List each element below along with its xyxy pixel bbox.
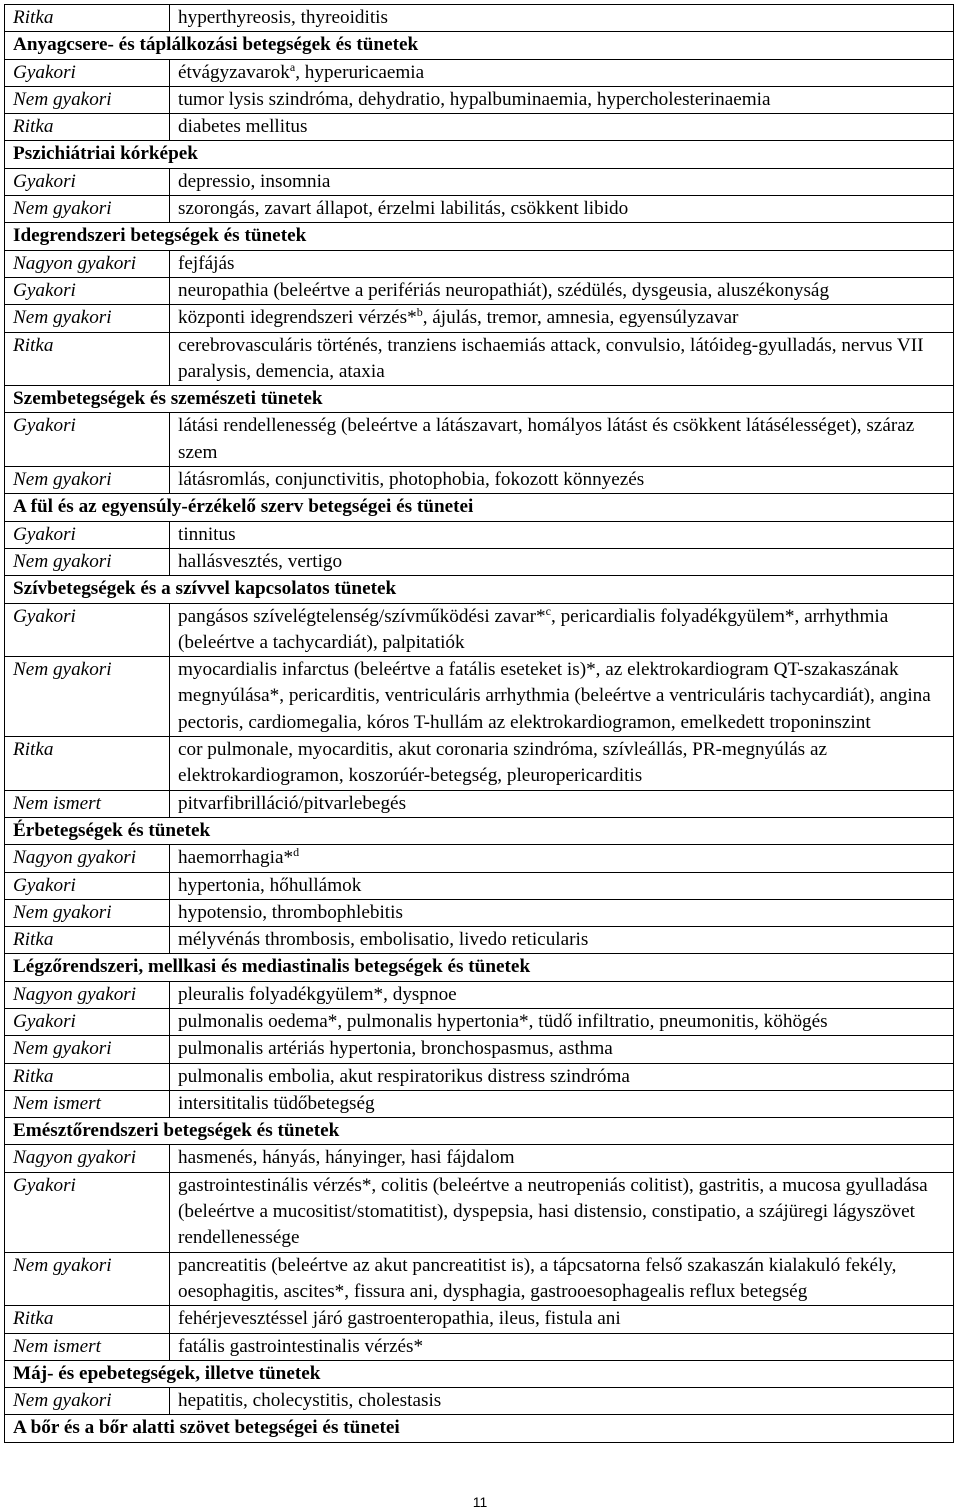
terms-cell: myocardialis infarctus (beleértve a fatális eseteket is)*, az elektrokardiogram QT-szakaszának megnyúlása*, pericarditis, ventriculáris arrhythmia (beleértve a ventriculáris tachycardiát), angina pectoris, cardiomegalia, kóros T-hullám az elektrokardiogramon, emelkedett troponinszint <box>170 657 954 737</box>
section-row <box>5 32 954 59</box>
table-row <box>5 845 954 872</box>
table-row <box>5 168 954 195</box>
frequency-cell: Nem gyakori <box>5 86 170 113</box>
terms-text: haemorrhagia* <box>178 847 294 869</box>
terms-cell: látási rendellenesség (beleértve a látászavart, homályos látást és csökkent látásélességet), száraz szem <box>170 413 954 467</box>
table-row <box>5 981 954 1008</box>
terms-cell: szorongás, zavart állapot, érzelmi labilitás, csökkent libido <box>170 196 954 223</box>
terms-cell: diabetes mellitus <box>170 114 954 141</box>
table-row <box>5 1333 954 1360</box>
terms-cell: fejfájás <box>170 250 954 277</box>
table-row <box>5 1090 954 1117</box>
table-row <box>5 521 954 548</box>
section-heading: Szívbetegségek és a szívvel kapcsolatos tünetek <box>5 576 954 603</box>
terms-cell: hyperthyreosis, thyreoiditis <box>170 5 954 32</box>
terms-text: központi idegrendszeri vérzés* <box>178 307 417 329</box>
section-heading: Légzőrendszeri, mellkasi és mediastinalis betegségek és tünetek <box>5 954 954 981</box>
table-row <box>5 1008 954 1035</box>
terms-cell: pulmonalis artériás hypertonia, bronchospasmus, asthma <box>170 1036 954 1063</box>
section-heading: Idegrendszeri betegségek és tünetek <box>5 223 954 250</box>
section-row <box>5 954 954 981</box>
table-row <box>5 790 954 817</box>
terms-cell: tumor lysis szindróma, dehydratio, hypalbuminaemia, hypercholesterinaemia <box>170 86 954 113</box>
table-row <box>5 603 954 657</box>
section-row <box>5 1415 954 1442</box>
frequency-cell: Nem ismert <box>5 790 170 817</box>
frequency-cell: Nem gyakori <box>5 196 170 223</box>
section-row <box>5 494 954 521</box>
table-row <box>5 413 954 467</box>
section-heading: Érbetegségek és tünetek <box>5 817 954 844</box>
terms-cell: látásromlás, conjunctivitis, photophobia, fokozott könnyezés <box>170 467 954 494</box>
table-row <box>5 1252 954 1306</box>
section-heading: Máj- és epebetegségek, illetve tünetek <box>5 1360 954 1387</box>
frequency-cell: Nagyon gyakori <box>5 845 170 872</box>
terms-cell: gastrointestinális vérzés*, colitis (beleértve a neutropeniás colitist), gastritis, a mucosa gyulladása (beleértve a mucositist/stomatitist), dyspepsia, hasi distensio, constipatio, a szájüregi lágyszövet rendellenessége <box>170 1172 954 1252</box>
terms-text: , pericardialis folyadékgyülem*, arrhythmia (beleértve a tachycardiát), palpitatiók <box>178 605 889 653</box>
frequency-cell: Nem gyakori <box>5 1388 170 1415</box>
terms-cell: tinnitus <box>170 521 954 548</box>
table-row <box>5 1063 954 1090</box>
section-heading: Emésztőrendszeri betegségek és tünetek <box>5 1118 954 1145</box>
terms-cell: pitvarfibrilláció/pitvarlebegés <box>170 790 954 817</box>
frequency-cell: Gyakori <box>5 1172 170 1252</box>
frequency-cell: Nem gyakori <box>5 305 170 332</box>
frequency-cell: Nem gyakori <box>5 1252 170 1306</box>
footnote-marker: b <box>416 305 423 320</box>
section-row <box>5 576 954 603</box>
terms-cell: pulmonalis embolia, akut respiratorikus distress szindróma <box>170 1063 954 1090</box>
frequency-cell: Nem ismert <box>5 1090 170 1117</box>
frequency-cell: Nem gyakori <box>5 1036 170 1063</box>
frequency-cell: Ritka <box>5 114 170 141</box>
section-row <box>5 141 954 168</box>
document-page <box>4 4 954 1443</box>
table-row <box>5 332 954 386</box>
table-body <box>5 5 954 1443</box>
page-number: 11 <box>472 1494 488 1510</box>
frequency-cell: Ritka <box>5 1306 170 1333</box>
frequency-cell: Gyakori <box>5 603 170 657</box>
terms-cell: hepatitis, cholecystitis, cholestasis <box>170 1388 954 1415</box>
terms-cell: pleuralis folyadékgyülem*, dyspnoe <box>170 981 954 1008</box>
footnote-marker: a <box>289 59 296 74</box>
table-row <box>5 250 954 277</box>
terms-cell: hypertonia, hőhullámok <box>170 872 954 899</box>
frequency-cell: Gyakori <box>5 168 170 195</box>
table-row <box>5 86 954 113</box>
table-row <box>5 548 954 575</box>
table-row <box>5 277 954 304</box>
section-heading: A fül és az egyensúly-érzékelő szerv betegségei és tünetei <box>5 494 954 521</box>
terms-text: , ájulás, tremor, amnesia, egyensúlyzavar <box>422 307 739 329</box>
table-row <box>5 467 954 494</box>
terms-cell: intersititalis tüdőbetegség <box>170 1090 954 1117</box>
footnote-marker: d <box>293 845 300 860</box>
terms-cell: fehérjevesztéssel járó gastroenteropathia, ileus, fistula ani <box>170 1306 954 1333</box>
terms-cell: cerebrovasculáris történés, tranziens ischaemiás attack, convulsio, látóideg-gyulladás, nervus VII paralysis, demencia, ataxia <box>170 332 954 386</box>
frequency-cell: Gyakori <box>5 1008 170 1035</box>
terms-cell: pancreatitis (beleértve az akut pancreatitist is), a tápcsatorna felső szakaszán kialakuló fekély, oesophagitis, ascites*, fissura ani, dysphagia, gastrooesophagealis reflux betegség <box>170 1252 954 1306</box>
frequency-cell: Ritka <box>5 5 170 32</box>
terms-cell: hallásvesztés, vertigo <box>170 548 954 575</box>
terms-cell <box>170 845 954 872</box>
terms-cell: fatális gastrointestinalis vérzés* <box>170 1333 954 1360</box>
frequency-cell: Ritka <box>5 737 170 791</box>
section-heading: A bőr és a bőr alatti szövet betegségei és tünetei <box>5 1415 954 1442</box>
section-row <box>5 1118 954 1145</box>
section-row <box>5 223 954 250</box>
table-row <box>5 196 954 223</box>
frequency-cell: Ritka <box>5 1063 170 1090</box>
terms-cell: neuropathia (beleértve a perifériás neuropathiát), szédülés, dysgeusia, aluszékonyság <box>170 277 954 304</box>
frequency-cell: Nem gyakori <box>5 899 170 926</box>
terms-cell: depressio, insomnia <box>170 168 954 195</box>
table-row <box>5 737 954 791</box>
table-row <box>5 5 954 32</box>
table-row <box>5 1388 954 1415</box>
table-row <box>5 1172 954 1252</box>
frequency-cell: Gyakori <box>5 521 170 548</box>
terms-text: , hyperuricaemia <box>295 61 425 83</box>
frequency-cell: Gyakori <box>5 413 170 467</box>
table-row <box>5 59 954 86</box>
frequency-cell: Ritka <box>5 927 170 954</box>
terms-cell: hasmenés, hányás, hányinger, hasi fájdalom <box>170 1145 954 1172</box>
frequency-cell: Nem gyakori <box>5 467 170 494</box>
frequency-cell: Ritka <box>5 332 170 386</box>
section-heading: Pszichiátriai kórképek <box>5 141 954 168</box>
terms-cell <box>170 59 954 86</box>
adverse-reactions-table <box>4 4 954 1443</box>
section-row <box>5 1360 954 1387</box>
frequency-cell: Nagyon gyakori <box>5 250 170 277</box>
table-row <box>5 305 954 332</box>
terms-cell: mélyvénás thrombosis, embolisatio, livedo reticularis <box>170 927 954 954</box>
frequency-cell: Gyakori <box>5 872 170 899</box>
frequency-cell: Nem gyakori <box>5 548 170 575</box>
footnote-marker: c <box>545 603 551 618</box>
terms-text: pangásos szívelégtelenség/szívműködési zavar* <box>178 605 546 627</box>
table-row <box>5 927 954 954</box>
frequency-cell: Nem ismert <box>5 1333 170 1360</box>
terms-cell: pulmonalis oedema*, pulmonalis hypertonia*, tüdő infiltratio, pneumonitis, köhögés <box>170 1008 954 1035</box>
table-row <box>5 1036 954 1063</box>
section-heading: Anyagcsere- és táplálkozási betegségek és tünetek <box>5 32 954 59</box>
section-heading: Szembetegségek és szemészeti tünetek <box>5 386 954 413</box>
frequency-cell: Nagyon gyakori <box>5 1145 170 1172</box>
table-row <box>5 1306 954 1333</box>
section-row <box>5 386 954 413</box>
frequency-cell: Nagyon gyakori <box>5 981 170 1008</box>
terms-cell <box>170 305 954 332</box>
section-row <box>5 817 954 844</box>
frequency-cell: Nem gyakori <box>5 657 170 737</box>
table-row <box>5 872 954 899</box>
terms-cell: cor pulmonale, myocarditis, akut coronaria szindróma, szívleállás, PR-megnyúlás az elektrokardiogramon, koszorúér-betegség, pleuropericarditis <box>170 737 954 791</box>
table-row <box>5 1145 954 1172</box>
frequency-cell: Gyakori <box>5 59 170 86</box>
table-row <box>5 899 954 926</box>
frequency-cell: Gyakori <box>5 277 170 304</box>
terms-cell: hypotensio, thrombophlebitis <box>170 899 954 926</box>
terms-cell <box>170 603 954 657</box>
table-row <box>5 114 954 141</box>
table-row <box>5 657 954 737</box>
terms-text: étvágyzavarok <box>178 61 290 83</box>
